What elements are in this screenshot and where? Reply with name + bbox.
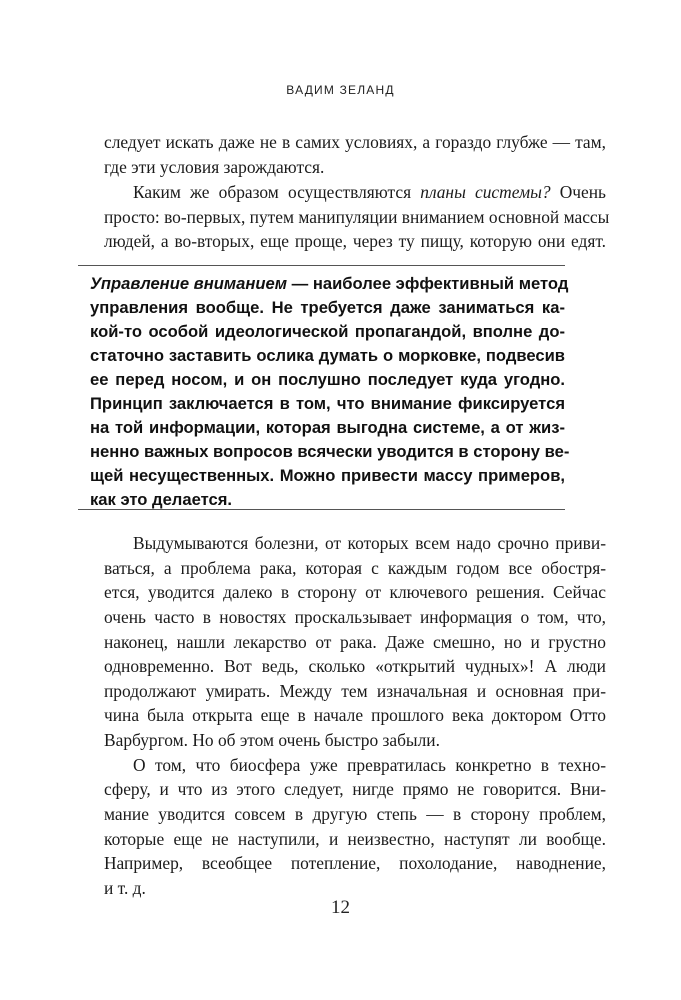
text-line: очень часто в новостях проскальзывает информация о том, что, (104, 607, 606, 627)
text-span: — наиболее эффективный метод (287, 274, 569, 293)
text-span: Очень (550, 182, 606, 202)
text-line: Например, всеобщее потепление, похолодание, наводнение, (104, 853, 606, 873)
text-line: продолжают умирать. Между тем изначальная и основная при- (104, 681, 606, 701)
text-line: и т. д. (104, 878, 146, 898)
callout-block (90, 272, 570, 509)
text-line: наконец, нашли лекарство от рака. Даже смешно, но и грустно (104, 632, 606, 652)
text-line: чина была открыта еще в начале прошлого века доктором Отто (104, 705, 606, 725)
callout-line: кой-то особой идеологической пропагандой, вполне до- (90, 322, 565, 341)
text-line: ется, уводится далеко в сторону от ключевого решения. Сейчас (104, 582, 606, 602)
text-line: следует искать даже не в самих условиях, а гораздо глубже — там, (104, 132, 606, 152)
text-line: Варбургом. Но об этом очень быстро забыли. (104, 730, 440, 750)
callout-line: статочно заставить ослика думать о морковке, подвесив (90, 346, 565, 365)
callout-line: ее перед носом, и он послушно последует куда угодно. (90, 370, 565, 389)
callout-line (90, 272, 569, 296)
text-line: ваться, а проблема рака, которая с каждым годом все обостря- (104, 558, 606, 578)
italic-term: планы системы? (420, 182, 551, 202)
callout-line: щей несущественных. Можно привести массу примеров, (90, 466, 565, 485)
callout-line: Принцип заключается в том, что внимание фиксируется (90, 394, 565, 413)
text-line: сферу, и что из этого следует, нигде прямо не говорится. Вни- (104, 779, 606, 799)
text-line: где эти условия зарождаются. (104, 157, 325, 177)
text-line: людей, а во-вторых, еще проще, через ту пищу, которую они едят. (104, 231, 606, 251)
text-line (133, 180, 606, 205)
text-line: одновременно. Вот ведь, сколько «открытий чудных»! А люди (104, 656, 606, 676)
callout-line: управления вообще. Не требуется даже заниматься ка- (90, 298, 565, 317)
callout-line: ненно важных вопросов всячески уводится в сторону ве- (90, 442, 570, 461)
text-line: Выдумываются болезни, от которых всем надо срочно приви- (133, 533, 606, 553)
italic-term: Управление вниманием (90, 274, 288, 293)
text-line: просто: во-первых, путем манипуляции вниманием основной массы (104, 207, 610, 227)
text-line: которые еще не наступили, и неизвестно, наступят ли вообще. (104, 829, 606, 849)
callout-line: как это делается. (90, 490, 233, 509)
callout-bottom-rule (78, 509, 565, 510)
text-line: О том, что биосфера уже превратилась конкретно в техно- (133, 755, 606, 775)
text-span: Каким же образом осуществляются (133, 182, 421, 202)
page-number: 12 (331, 897, 350, 918)
text-line: мание уводится совсем в другую степь — в сторону проблем, (104, 804, 606, 824)
running-header: ВАДИМ ЗЕЛАНД (286, 83, 395, 97)
callout-top-rule (78, 265, 565, 266)
callout-line: на той информации, которая выгодна системе, а от жиз- (90, 418, 565, 437)
